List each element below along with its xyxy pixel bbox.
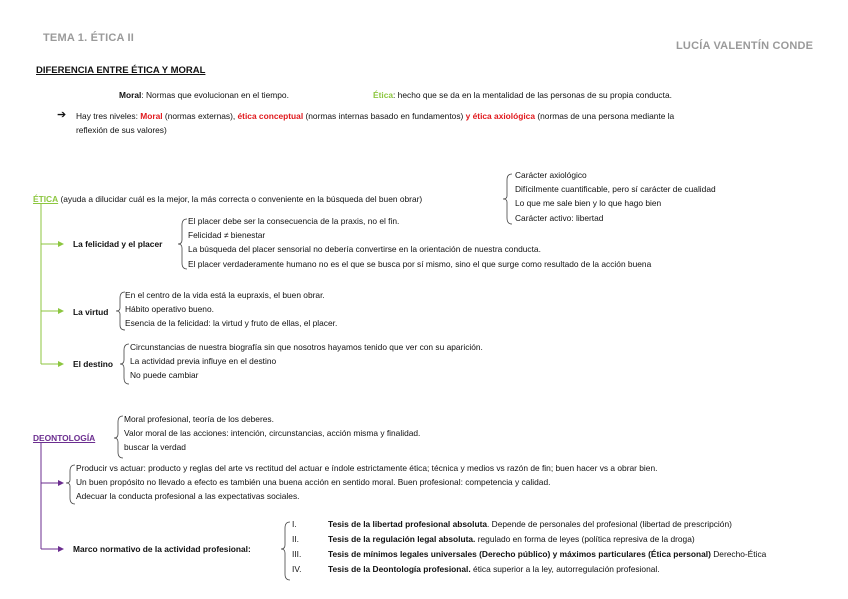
list-item: Carácter activo: libertad [515, 212, 604, 223]
tesis-num: II. [292, 534, 299, 544]
moral-label: Moral [119, 90, 142, 100]
list-item: No puede cambiar [130, 370, 199, 381]
header-left: TEMA 1. ÉTICA II [43, 32, 135, 44]
list-item: Hábito operativo bueno. [125, 304, 214, 315]
header-right: LUCÍA VALENTÍN CONDE [676, 40, 814, 52]
list-item: Moral profesional, teoría de los deberes. [124, 414, 274, 424]
list-item: Carácter axiológico [515, 170, 587, 180]
niveles-axiologica-desc: (normas de una persona mediante la [535, 111, 675, 121]
niveles-conceptual-desc: (normas internas basado en fundamentos) [303, 111, 466, 121]
destino-items [130, 340, 483, 383]
tesis-num: I. [292, 519, 297, 529]
moral-text: : Normas que evolucionan en el tiempo. [141, 90, 289, 100]
tesis-desc: ética superior a la ley, autorregulación profesional. [470, 564, 660, 574]
list-item [292, 532, 766, 547]
list-item: Circunstancias de nuestra biografía sin que nosotros hayamos tenido que ver con su aparición. [130, 342, 483, 352]
virtud-label: La virtud [73, 307, 109, 317]
tesis-desc: Derecho-Ética [710, 549, 767, 559]
tesis-title: Tesis de la libertad profesional absoluta [328, 519, 488, 529]
list-item [292, 562, 766, 577]
list-item: Producir vs actuar: producto y reglas del arte vs rectitud del actuar e índole estrictamente ética; técnica y medios vs razón de fin; buen hacer vs a obrar bien. [76, 463, 658, 473]
etica-text: : hecho que se da en la mentalidad de las personas de su propia conducta. [393, 90, 672, 100]
list-item [292, 517, 766, 532]
list-item: Felicidad ≠ bienestar [188, 230, 266, 241]
niveles-axiologica: y ética axiológica [465, 111, 536, 121]
niveles-moral: Moral [140, 111, 163, 121]
list-item [292, 547, 766, 562]
tesis-title: Tesis de la regulación legal absoluta. [328, 534, 476, 544]
tesis-num: III. [292, 549, 302, 559]
etica-label: Ética [373, 90, 394, 100]
list-item: Adecuar la conducta profesional a las expectativas sociales. [76, 491, 300, 502]
list-item: La búsqueda del placer sensorial no debería convertirse en la orientación de nuestra conducta. [188, 244, 541, 255]
tesis-num: IV. [292, 564, 302, 574]
list-item: buscar la verdad [124, 442, 186, 453]
list-item: El placer verdaderamente humano no es el que se busca por sí mismo, sino el que surge como resultado de la acción buena [188, 258, 652, 269]
producir-items [76, 461, 657, 504]
list-item: La actividad previa influye en el destino [130, 356, 277, 367]
felicidad-items [188, 214, 651, 271]
tesis-desc: regulado en forma de leyes (política represiva de la droga) [475, 534, 695, 544]
etica-heading [33, 193, 422, 205]
list-item: El placer debe ser la consecuencia de la praxis, no el fin. [188, 216, 400, 226]
felicidad-label: La felicidad y el placer [73, 239, 163, 249]
destino-label: El destino [73, 359, 114, 369]
niveles-line2: reflexión de sus valores) [76, 125, 167, 135]
tesis-desc: . Depende de personales del profesional (libertad de prescripción) [487, 519, 732, 529]
deontologia-items [124, 412, 420, 455]
list-item: Un buen propósito no llevado a efecto es también una buena acción en sentido moral. Buen profesional: competencia y calidad. [76, 477, 551, 488]
list-item: Lo que me sale bien y lo que hago bien [515, 198, 662, 209]
virtud-items [125, 288, 337, 331]
marco-label: Marco normativo de la actividad profesional: [73, 544, 251, 554]
list-item: En el centro de la vida está la eupraxis, el buen obrar. [125, 290, 325, 300]
tesis-title: Tesis de mínimos legales universales (Derecho público) y máximos particulares (Ética personal) [328, 549, 711, 559]
list-item: Difícilmente cuantificable, pero sí carácter de cualidad [515, 184, 716, 195]
section-title: DIFERENCIA ENTRE ÉTICA Y MORAL [36, 65, 206, 76]
list-item: Esencia de la felicidad: la virtud y fruto de ellas, el placer. [125, 318, 338, 329]
tesis-title: Tesis de la Deontología profesional. [328, 564, 471, 574]
niveles-moral-desc: (normas externas), [162, 111, 238, 121]
etica-heading-desc: (ayuda a dilucidar cuál es la mejor, la más correcta o conveniente en la búsqueda del buen obrar) [58, 194, 423, 204]
tesis-list [292, 517, 766, 577]
etica-heading-label: ÉTICA [33, 194, 59, 204]
list-item: Valor moral de las acciones: intención, circunstancias, acción misma y finalidad. [124, 428, 421, 439]
deontologia-heading: DEONTOLOGÍA [33, 433, 96, 443]
niveles-intro: Hay tres niveles: [76, 111, 141, 121]
arrow-icon: ➔ [57, 109, 67, 121]
niveles-conceptual: ética conceptual [237, 111, 304, 121]
